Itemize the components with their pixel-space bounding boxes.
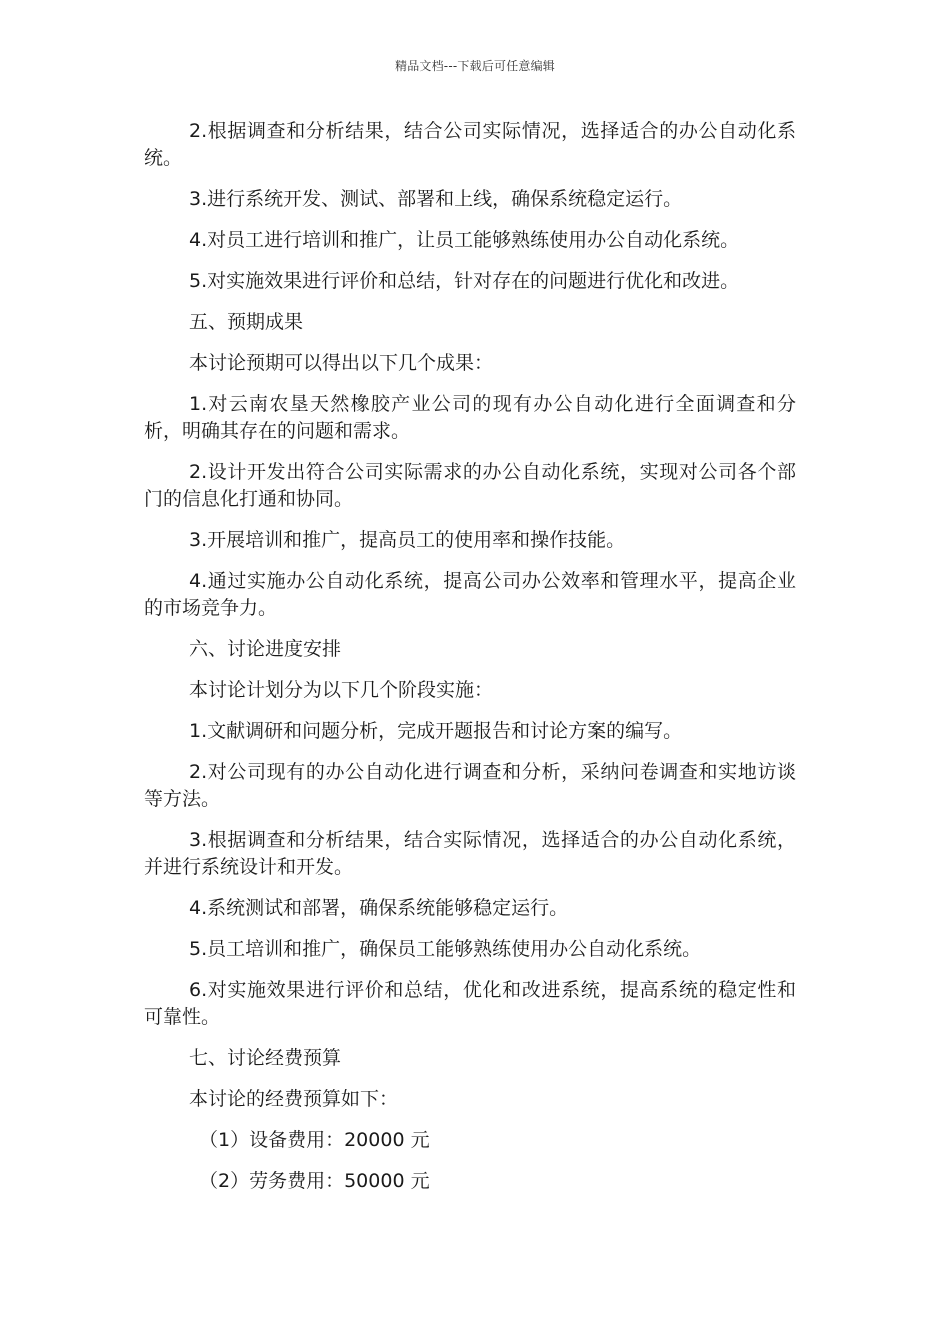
paragraph-step-3: 3.进行系统开发、测试、部署和上线，确保系统稳定运行。 (189, 188, 683, 210)
paragraph-budget-intro: 本讨论的经费预算如下： (189, 1088, 399, 1110)
paragraph-phase-4: 4.系统测试和部署，确保系统能够稳定运行。 (189, 897, 569, 919)
paragraph-phase-5: 5.员工培训和推广，确保员工能够熟练使用办公自动化系统。 (189, 938, 702, 960)
page-header: 精品文档---下载后可任意编辑 (395, 59, 555, 73)
paragraph-schedule-intro: 本讨论计划分为以下几个阶段实施： (189, 679, 494, 701)
paragraph-phase-3: 3.根据调查和分析结果，结合实际情况，选择适合的办公自动化系统，并进行系统设计和开发。 (144, 829, 796, 878)
paragraph-result-1: 1.对云南农垦天然橡胶产业公司的现有办公自动化进行全面调查和分析，明确其存在的问题和需求。 (144, 393, 796, 442)
section-heading-expected-results: 五、预期成果 (189, 311, 304, 333)
paragraph-step-5: 5.对实施效果进行评价和总结，针对存在的问题进行优化和改进。 (189, 270, 740, 292)
document-body (144, 118, 796, 1209)
budget-item-labor: （2）劳务费用：50000 元 (199, 1170, 430, 1192)
paragraph-result-3: 3.开展培训和推广，提高员工的使用率和操作技能。 (189, 529, 626, 551)
paragraph-result-2: 2.设计开发出符合公司实际需求的办公自动化系统，实现对公司各个部门的信息化打通和协同。 (144, 461, 796, 510)
paragraph-results-intro: 本讨论预期可以得出以下几个成果： (189, 352, 494, 374)
section-heading-budget: 七、讨论经费预算 (189, 1047, 342, 1069)
paragraph-step-2: 2.根据调查和分析结果，结合公司实际情况，选择适合的办公自动化系统。 (144, 120, 796, 169)
budget-item-equipment: （1）设备费用：20000 元 (199, 1129, 430, 1151)
paragraph-phase-2: 2.对公司现有的办公自动化进行调查和分析，采纳问卷调查和实地访谈等方法。 (144, 761, 796, 810)
paragraph-phase-6: 6.对实施效果进行评价和总结，优化和改进系统，提高系统的稳定性和可靠性。 (144, 979, 796, 1028)
paragraph-result-4: 4.通过实施办公自动化系统，提高公司办公效率和管理水平，提高企业的市场竞争力。 (144, 570, 796, 619)
section-heading-schedule: 六、讨论进度安排 (189, 638, 342, 660)
paragraph-phase-1: 1.文献调研和问题分析，完成开题报告和讨论方案的编写。 (189, 720, 683, 742)
paragraph-step-4: 4.对员工进行培训和推广，让员工能够熟练使用办公自动化系统。 (189, 229, 740, 251)
